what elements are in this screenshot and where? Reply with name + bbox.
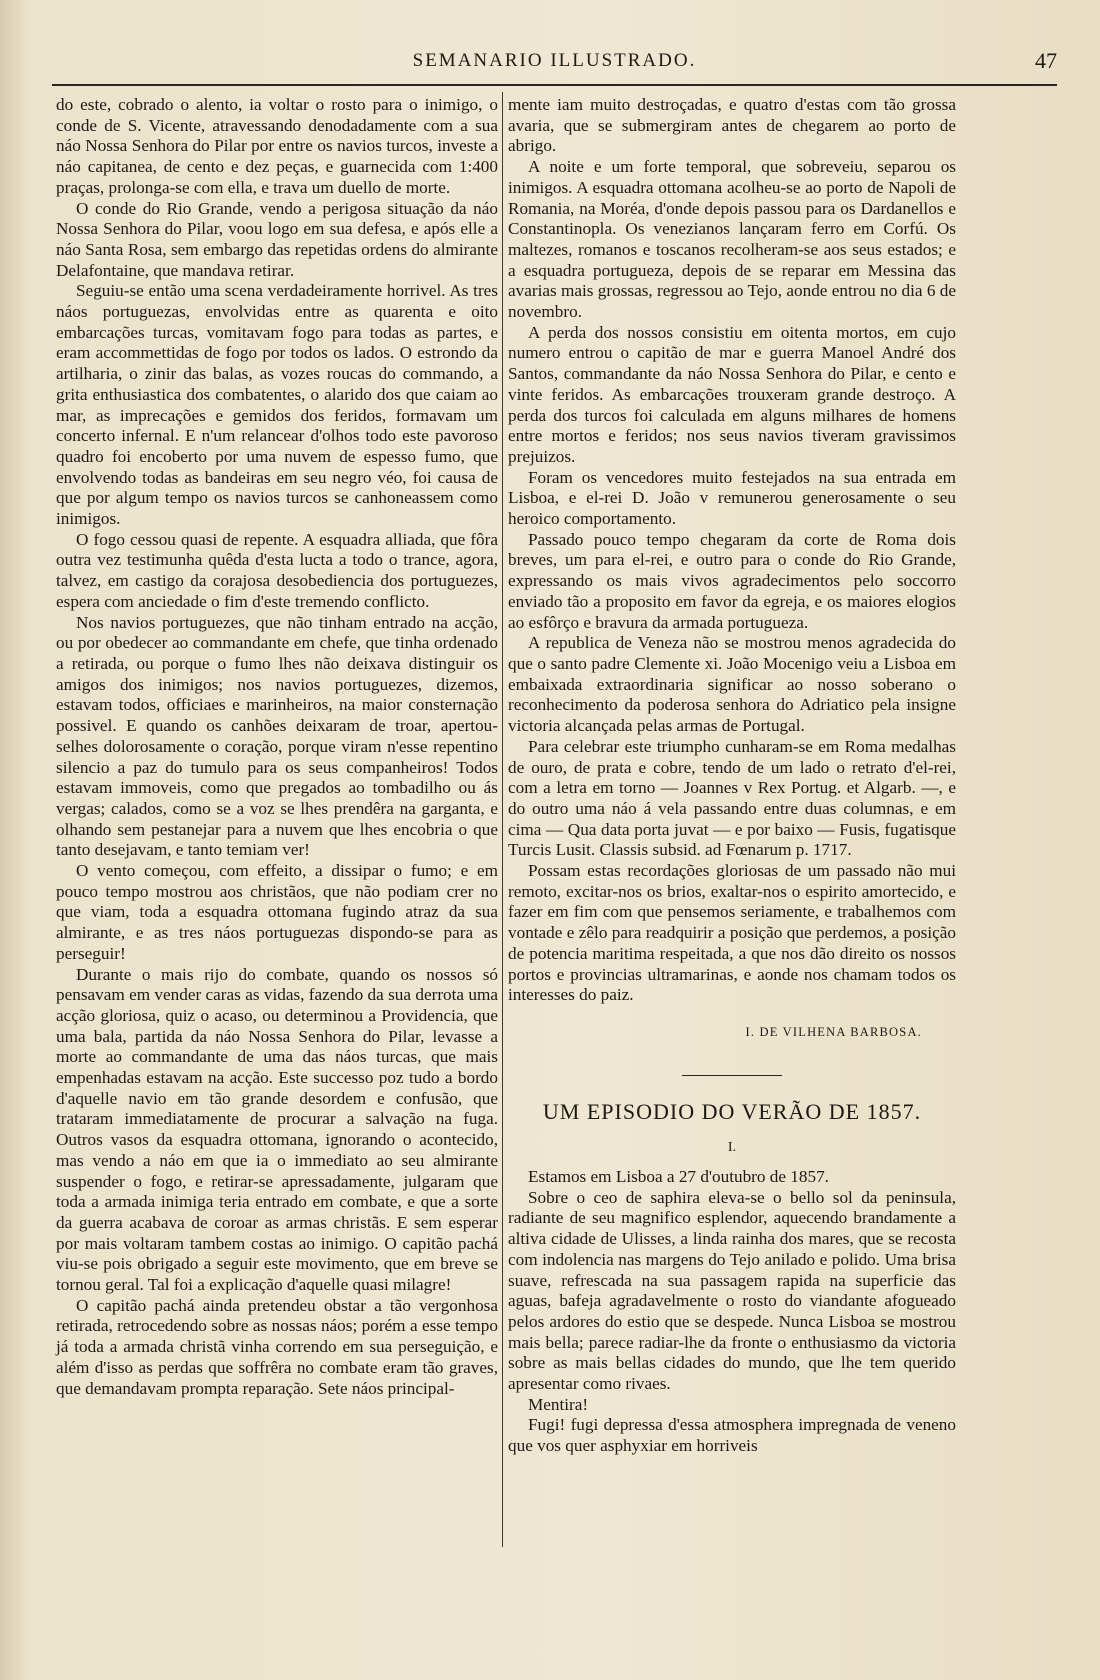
- paragraph: Sobre o ceo de saphira eleva-se o bello sol da peninsula, radiante de seu magnifico esplendor, aquecendo brandamente a altiva cidade de Ulisses, a linda rainha dos mares, que se recosta com indolencia nas margens do Tejo anilado e polido. Uma brisa suave, refrescada na sua passagem rapida na superficie das aguas, bafeja agradavelmente o rosto do viandante afogueado pelos ardores do estio que se despede. Nunca Lisboa se mostrou mais bella; parece radiar-lhe da fronte o enthusiasmo da victoria sobre as mais bellas cidades do mundo, que lhe tem querido apresentar como rivaes.: [508, 1187, 956, 1394]
- section-number: I.: [727, 1140, 737, 1156]
- running-header: [52, 50, 1057, 86]
- paragraph: A republica de Veneza não se mostrou menos agradecida do que o santo padre Clemente xi. João Mocenigo veiu a Lisboa em embaixada extraordinaria significar ao nosso soberano o reconhecimento da poderosa senhora do Adriatico pela insigne victoria alcançada pelas armas de Portugal.: [508, 633, 956, 736]
- left-column: [56, 95, 498, 1399]
- paragraph: Foram os vencedores muito festejados na sua entrada em Lisboa, e el-rei D. João v remunerou generosamente o seu heroico comportamento.: [508, 467, 956, 529]
- author-signature: I. DE VILHENA BARBOSA.: [745, 1024, 922, 1039]
- publication-title: SEMANARIO ILLUSTRADO.: [412, 50, 697, 71]
- paragraph: A noite e um forte temporal, que sobreveiu, separou os inimigos. A esquadra ottomana acolheu-se ao porto de Napoli de Romania, na Moréa, d'onde depois passou para os Dardanellos e Constantinopla. Os venezianos lançaram ferro em Corfú. Os maltezes, romanos e toscanos recolheram-se aos seus estados; e a esquadra portugueza, depois de se reparar em Messina das avarias mais grossas, regressou ao Tejo, aonde entrou no dia 6 de novembro.: [508, 157, 956, 322]
- paragraph: Mentira!: [528, 1394, 589, 1414]
- right-column: [508, 95, 956, 1457]
- paragraph: Passado pouco tempo chegaram da corte de Roma dois breves, um para el-rei, e outro para o conde do Rio Grande, expressando os mais vivos agradecimentos pelo soccorro enviado tão a proposito em favor da egreja, e os maiores elogios ao esfôrço e bravura da armada portugueza.: [508, 529, 956, 632]
- paragraph: Fugi! fugi depressa d'essa atmosphera impregnada de veneno que vos quer asphyxiar em horriveis: [508, 1415, 956, 1456]
- paragraph: Durante o mais rijo do combate, quando os nossos só pensavam em vender caras as vidas, fazendo da sua derrota uma acção gloriosa, quiz o acaso, ou determinou a Providencia, que uma bala, partida da náo Nossa Senhora do Pilar, levasse a morte ao commandante de uma das náos turcas, que mais empenhadas estavam na acção. Este successo poz tudo a bordo d'aquelle navio em tão grande desordem e confusão, que trataram immediatamente de procurar a salvação na fuga. Outros vasos da esquadra ottomana, ignorando o acontecido, mas vendo a náo em que ia o immediato ao seu almirante suspender o fogo, e retirar-se apressadamente, julgaram que toda a armada inimiga teria entrado em combate, e que a sorte da guerra acabava de coroar as armas christãs. E sem esperar por mais voltaram tambem costas ao inimigo. O capitão pachá viu-se pois obrigado a seguir este movimento, que em breve se tornou geral. Tal foi a explicação d'aquelle quasi milagre!: [56, 964, 498, 1295]
- paragraph: Seguiu-se então uma scena verdadeiramente horrivel. As tres náos portuguezas, envolvidas entre as quarenta e oito embarcações turcas, vomitavam fogo para todas as partes, e eram accommettidas de fogo por todos os lados. O estrondo da artilharia, o zinir das balas, as vozes roucas do commando, a grita enthusiastica dos combatentes, o alarido dos que caiam ao mar, as imprecações e gemidos dos feridos, formavam um concerto infernal. E n'um relancear d'olhos todo este pavoroso quadro foi encoberto por uma nuvem de espesso fumo, que envolvendo todas as bandeiras em seu negro véo, foi causa de que por algum tempo os navios turcos se canhoneassem como inimigos.: [56, 281, 498, 529]
- paragraph: Possam estas recordações gloriosas de um passado não mui remoto, excitar-nos os brios, exaltar-nos o espirito amortecido, e fazer em fim com que pensemos seriamente, e trabalhemos com vontade e zêlo para readquirir a posição que perdemos, a posição de potencia maritima respeitada, a que nos dão direito os nossos portos e provincias ultramarinas, e aonde nos chamam todos os interesses do paiz.: [508, 861, 956, 1005]
- paragraph: Nos navios portuguezes, que não tinham entrado na acção, ou por obedecer ao commandante em chefe, que tinha ordenado a retirada, ou porque o fumo lhes não deixava distinguir os amigos dos inimigos; nos navios portuguezes, dizemos, estavam todos, officiaes e marinheiros, na maior consternação possivel. E quando os canhões deixaram de troar, apertou-selhes dolorosamente o coração, porque viram n'esse repentino silencio a paz do tumulo para os seus companheiros! Todos estavam immoveis, como que pregados ao tombadilho ou ás vergas; calados, como se a voz se lhes prendêra na garganta, e olhando sem pestanejar para a nuvem que lhes encobria o que tanto desejavam, e tanto temiam ver!: [56, 612, 498, 860]
- paragraph: O capitão pachá ainda pretendeu obstar a tão vergonhosa retirada, retrocedendo sobre as nossas náos; porém a esse tempo já toda a armada christã vinha correndo em sua perseguição, e além d'isso as perdas que soffrêra no combate eram tão graves, que demandavam prompta reparação. Sete náos principal-: [56, 1295, 498, 1398]
- column-divider: [502, 92, 503, 1547]
- paragraph: Para celebrar este triumpho cunharam-se em Roma medalhas de ouro, de prata e cobre, tendo de um lado o retrato d'el-rei, com a letra em torno — Joannes v Rex Portug. et Algarb. —, e do outro uma náo á vela passando entre duas columnas, e em cima — Qua data porta juvat — e por baixo — Fusis, fugatisque Turcis Lusit. Classis subsid. ad Fœnarum p. 1717.: [508, 736, 956, 860]
- page-number: 47: [1035, 48, 1057, 73]
- paragraph: O conde do Rio Grande, vendo a perigosa situação da náo Nossa Senhora do Pilar, voou logo em sua defesa, e após elle a náo Santa Rosa, sem embargo das repetidas ordens do almirante Delafontaine, que mandava retirar.: [56, 198, 498, 280]
- paragraph: mente iam muito destroçadas, e quatro d'estas com tão grossa avaria, que se submergiram antes de chegarem ao porto de abrigo.: [508, 95, 956, 156]
- paragraph: O fogo cessou quasi de repente. A esquadra alliada, que fôra outra vez testimunha quêda d'esta lucta a todo o trance, agora, talvez, em castigo da corajosa desobediencia dos portuguezes, espera com anciedade o fim d'este tremendo conflicto.: [56, 529, 498, 611]
- article-title: UM EPISODIO DO VERÃO DE 1857.: [542, 1098, 922, 1124]
- paragraph: do este, cobrado o alento, ia voltar o rosto para o inimigo, o conde de S. Vicente, atravessando denodadamente com a sua náo Nossa Senhora do Pilar por entre os navios turcos, investe a náo capitanea, de cento e dez peças, e guarnecida com 1:400 praças, prolonga-se com ella, e trava um duello de morte.: [56, 95, 498, 197]
- article-separator: [682, 1075, 782, 1076]
- paragraph: Estamos em Lisboa a 27 d'outubro de 1857.: [528, 1167, 829, 1187]
- paragraph: A perda dos nossos consistiu em oitenta mortos, em cujo numero entrou o capitão de mar e guerra Manoel André dos Santos, commandante da náo Nossa Senhora do Pilar, e cento e vinte feridos. As embarcações trouxeram grande destroço. A perda dos turcos foi calculada em alguns milhares de homens entre mortos e feridos; nos seus navios tiveram gravissimos prejuizos.: [508, 322, 956, 466]
- paragraph: O vento começou, com effeito, a dissipar o fumo; e em pouco tempo mostrou aos christãos, que não podiam crer no que viam, toda a esquadra ottomana fugindo atraz da sua almirante, e as tres náos portuguezas dispondo-se para as perseguir!: [56, 861, 498, 963]
